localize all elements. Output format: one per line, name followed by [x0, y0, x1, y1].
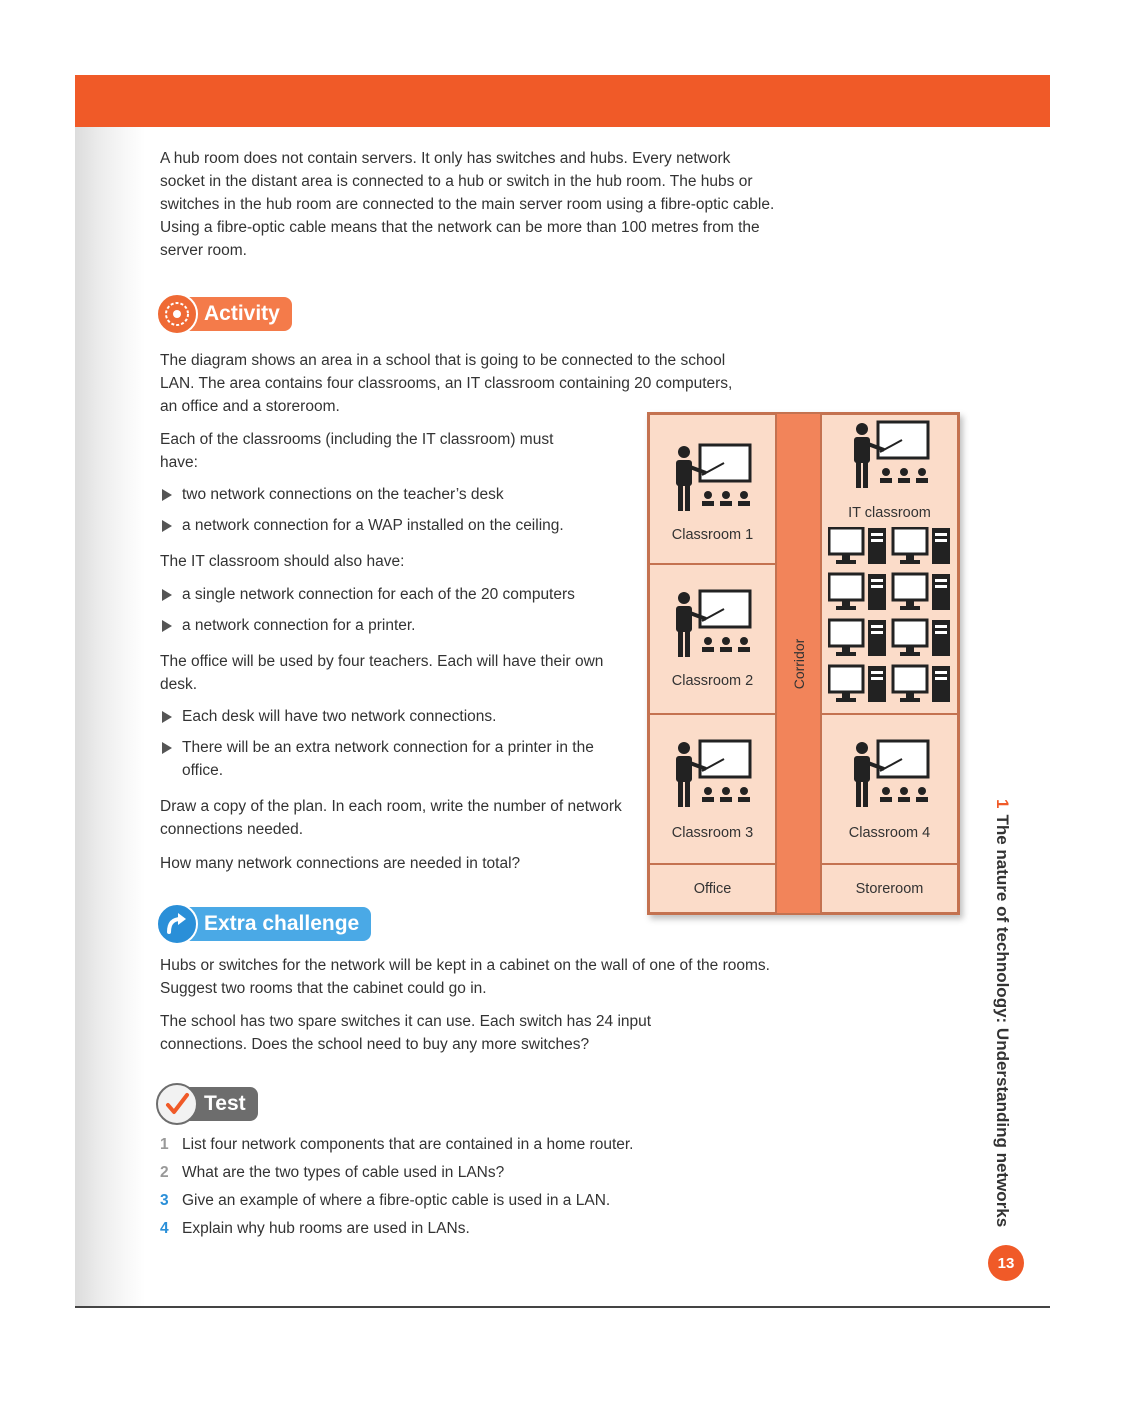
extra-challenge-tag — [160, 907, 371, 941]
teacher-board-icon — [672, 739, 754, 809]
list-item: Each desk will have two network connections. — [160, 705, 630, 728]
activity-intro: The diagram shows an area in a school that is going to be connected to the school LAN. The area contains four classrooms, an IT classroom containing 20 computers, an office and a storeroom. — [160, 352, 733, 415]
list-item: two network connections on the teacher’s desk — [160, 483, 620, 506]
total-question: How many network connections are needed in total? — [160, 855, 521, 872]
list-item: 2 What are the two types of cable used in LANs? — [160, 1164, 505, 1181]
office-requirements-list — [160, 705, 630, 790]
challenge-paragraph-2: The school has two spare switches it can use. Each switch has 24 input connections. Does the school need to buy any more switches? — [160, 1013, 652, 1053]
activity-tag — [160, 297, 292, 331]
test-tag — [160, 1087, 258, 1121]
page-number: 13 — [988, 1245, 1024, 1281]
room-label: Office — [693, 881, 732, 897]
room-storeroom — [821, 864, 958, 913]
list-item: a network connection for a WAP installed on the ceiling. — [160, 514, 620, 537]
list-item: 1 List four network components that are contained in a home router. — [160, 1136, 634, 1153]
draw-instruction: Draw a copy of the plan. In each room, write the number of network connections needed. — [160, 798, 622, 838]
room-label: Classroom 4 — [848, 825, 931, 841]
test-label: Test — [204, 1092, 246, 1115]
list-item: a single network connection for each of the 20 computers — [160, 583, 630, 606]
room-office — [649, 864, 776, 913]
activity-label: Activity — [204, 302, 280, 325]
office-text: The office will be used by four teachers. Each will have their own desk. — [160, 653, 604, 693]
curved-arrow-icon — [156, 903, 198, 945]
corridor — [776, 414, 821, 913]
room-label: Classroom 1 — [671, 527, 754, 543]
teacher-board-icon — [850, 739, 932, 809]
corridor-label: Corridor — [790, 638, 807, 689]
room-label: IT classroom — [848, 505, 931, 521]
list-item: There will be an extra network connection for a printer in the office. — [160, 736, 630, 782]
room-label: Storeroom — [855, 881, 924, 897]
extra-challenge-label: Extra challenge — [204, 912, 360, 935]
computer-workstations-icon — [828, 527, 954, 711]
classroom-requirements-list — [160, 483, 620, 545]
room-label: Classroom 3 — [671, 825, 754, 841]
room-classroom-1 — [649, 414, 776, 564]
chapter-side-title: 1The nature of technology: Understanding networks — [993, 799, 1012, 1228]
challenge-paragraph-1: Hubs or switches for the network will be kept in a cabinet on the wall of one of the rooms. Suggest two rooms that the cabinet could go in. — [160, 957, 770, 997]
intro-paragraph: A hub room does not contain servers. It only has switches and hubs. Every network socket in the distant area is connected to a hub or switch in the hub room. The hubs or switches in the hub room are connected to the main server room using a fibre-optic cable. Using a fibre-optic cable means that the network can be more than 100 metres from the server room. — [160, 150, 775, 259]
teacher-board-icon — [672, 443, 754, 513]
checkmark-icon — [156, 1083, 198, 1125]
list-item: 4 Explain why hub rooms are used in LANs. — [160, 1220, 470, 1237]
classrooms-must-text: Each of the classrooms (including the IT classroom) must have: — [160, 431, 554, 471]
list-item: a network connection for a printer. — [160, 614, 630, 637]
room-label: Classroom 2 — [671, 673, 754, 689]
room-classroom-4 — [821, 714, 958, 864]
it-should-text: The IT classroom should also have: — [160, 553, 405, 570]
room-classroom-2 — [649, 564, 776, 714]
test-questions-list — [160, 1133, 760, 1245]
textbook-page — [75, 75, 1050, 1308]
list-item: 3 Give an example of where a fibre-optic cable is used in a LAN. — [160, 1192, 611, 1209]
teacher-board-icon — [850, 420, 932, 490]
school-floor-plan — [647, 412, 960, 915]
room-it-classroom — [821, 414, 958, 714]
teacher-board-icon — [672, 589, 754, 659]
room-classroom-3 — [649, 714, 776, 864]
it-requirements-list — [160, 583, 630, 645]
target-icon — [156, 293, 198, 335]
